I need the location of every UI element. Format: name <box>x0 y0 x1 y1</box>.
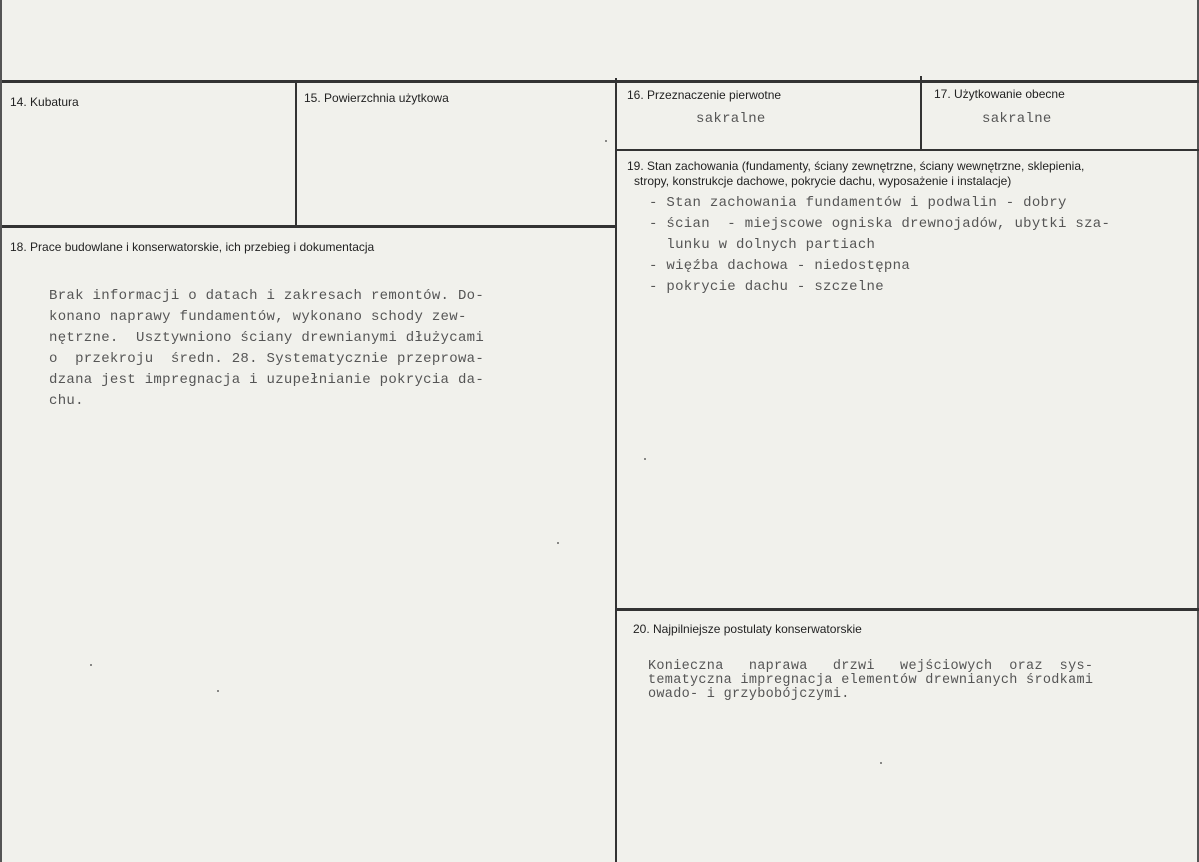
top-rule <box>2 80 1199 83</box>
field-19-text <box>649 193 1110 298</box>
field-19-line: - Stan zachowania fundamentów i podwalin - dobry <box>649 195 1067 211</box>
paper-speck <box>880 762 882 764</box>
paper-speck <box>90 664 92 666</box>
divider-14-15 <box>295 82 297 228</box>
field-19-line: - więźba dachowa - niedostępna <box>649 258 911 274</box>
field-18-label: 18. Prace budowlane i konserwatorskie, ich przebieg i dokumentacja <box>10 240 375 254</box>
field-20-text <box>648 660 1093 702</box>
field-19-line: - ścian - miejscowe ogniska drewnojadów, ubytki sza- <box>649 216 1111 232</box>
paper-speck <box>605 140 607 142</box>
rule-under-19 <box>616 608 1199 611</box>
divider-16-17 <box>920 76 922 151</box>
paper-speck <box>217 690 219 692</box>
field-16-value: sakralne <box>696 111 766 127</box>
field-16-label: 16. Przeznaczenie pierwotne <box>627 88 782 102</box>
field-15-label: 15. Powierzchnia użytkowa <box>304 91 449 105</box>
field-14-label: 14. Kubatura <box>10 95 79 109</box>
field-17-value: sakralne <box>982 111 1052 127</box>
field-19-line: lunku w dolnych partiach <box>649 237 876 253</box>
field-19-line: - pokrycie dachu - szczelne <box>649 279 884 295</box>
field-20-line: Konieczna naprawa drzwi wejściowych oraz sys- <box>648 659 1094 674</box>
field-19-label-line2: stropy, konstrukcje dachowe, pokrycie dachu, wyposażenie i instalacje) <box>634 174 1012 188</box>
field-19-label-line1: 19. Stan zachowania (fundamenty, ściany zewnętrzne, ściany wewnętrzne, sklepienia, <box>627 159 1085 173</box>
field-20-line: tematyczna impregnacja elementów drewnianych środkami <box>648 673 1094 688</box>
field-18-line: o przekroju średn. 28. Systematycznie przeprowa- <box>49 351 485 367</box>
field-18-line: Brak informacji o datach i zakresach remontów. Do- <box>49 288 485 304</box>
paper-speck <box>644 458 646 460</box>
field-20-label: 20. Najpilniejsze postulaty konserwatorskie <box>633 622 862 636</box>
field-18-line: nętrzne. Usztywniono ściany drewnianymi dłużycami <box>49 330 485 346</box>
field-18-line: chu. <box>49 393 84 409</box>
paper-speck <box>557 542 559 544</box>
field-18-line: dzana jest impregnacja i uzupełnianie pokrycia da- <box>49 372 485 388</box>
field-17-label: 17. Użytkowanie obecne <box>934 87 1065 101</box>
divider-15-16 <box>615 78 617 862</box>
rule-under-16-17 <box>616 149 1199 151</box>
rule-under-14-15 <box>2 225 617 228</box>
field-18-text <box>49 286 484 412</box>
field-18-line: konano naprawy fundamentów, wykonano schody zew- <box>49 309 467 325</box>
field-20-line: owado- i grzybobójczymi. <box>648 687 850 702</box>
